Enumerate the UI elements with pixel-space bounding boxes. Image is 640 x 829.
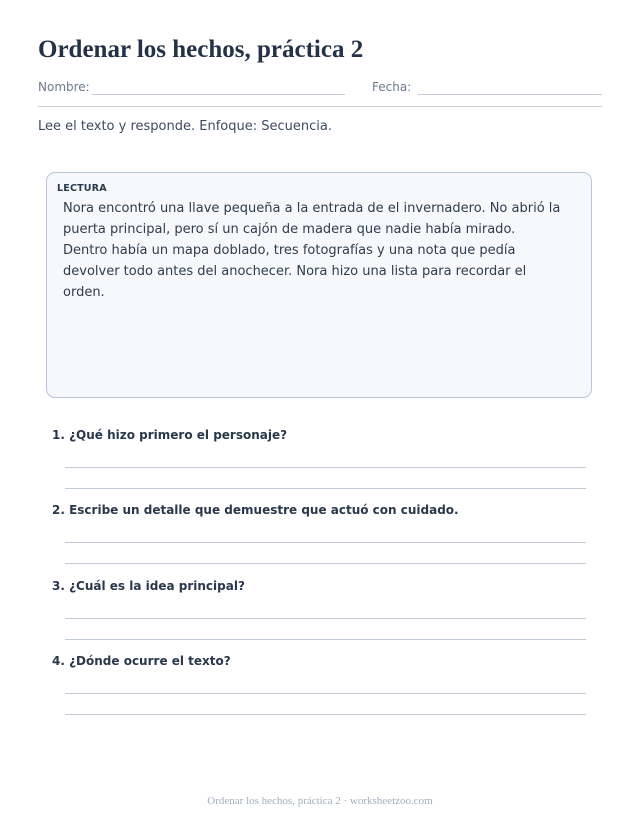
answer-line[interactable]: [65, 563, 586, 564]
name-field-line[interactable]: [92, 94, 345, 95]
question-text: 1. ¿Qué hizo primero el personaje?: [52, 428, 288, 442]
answer-line[interactable]: [65, 714, 586, 715]
reading-label: LECTURA: [57, 183, 107, 194]
answer-line[interactable]: [65, 639, 586, 640]
question-text: 2. Escribe un detalle que demuestre que actuó con cuidado.: [52, 503, 459, 517]
answer-line[interactable]: [65, 488, 586, 489]
answer-line[interactable]: [65, 618, 586, 619]
answer-line[interactable]: [65, 467, 586, 468]
name-label: Nombre:: [38, 80, 90, 94]
date-field-line[interactable]: [418, 94, 602, 95]
page-footer: Ordenar los hechos, práctica 2 · worksheetzoo.com: [207, 795, 433, 807]
question-text: 4. ¿Dónde ocurre el texto?: [52, 654, 231, 668]
reading-box: [46, 172, 592, 398]
header-divider: [38, 106, 602, 107]
answer-line[interactable]: [65, 542, 586, 543]
name-date-row: [38, 80, 602, 98]
page-title: Ordenar los hechos, práctica 2: [38, 36, 364, 63]
date-label: Fecha:: [372, 80, 412, 94]
answer-line[interactable]: [65, 693, 586, 694]
reading-text: Nora encontró una llave pequeña a la entrada de el invernadero. No abrió la puerta principal, pero sí un cajón de madera que nadie había mirado. Dentro había un mapa doblado, tres fotografías y una nota que pedía devolver todo antes del anochecer. Nora hizo una lista para recordar el orden.: [63, 201, 561, 300]
instructions: Lee el texto y responde. Enfoque: Secuencia.: [38, 119, 332, 134]
question-text: 3. ¿Cuál es la idea principal?: [52, 579, 245, 593]
